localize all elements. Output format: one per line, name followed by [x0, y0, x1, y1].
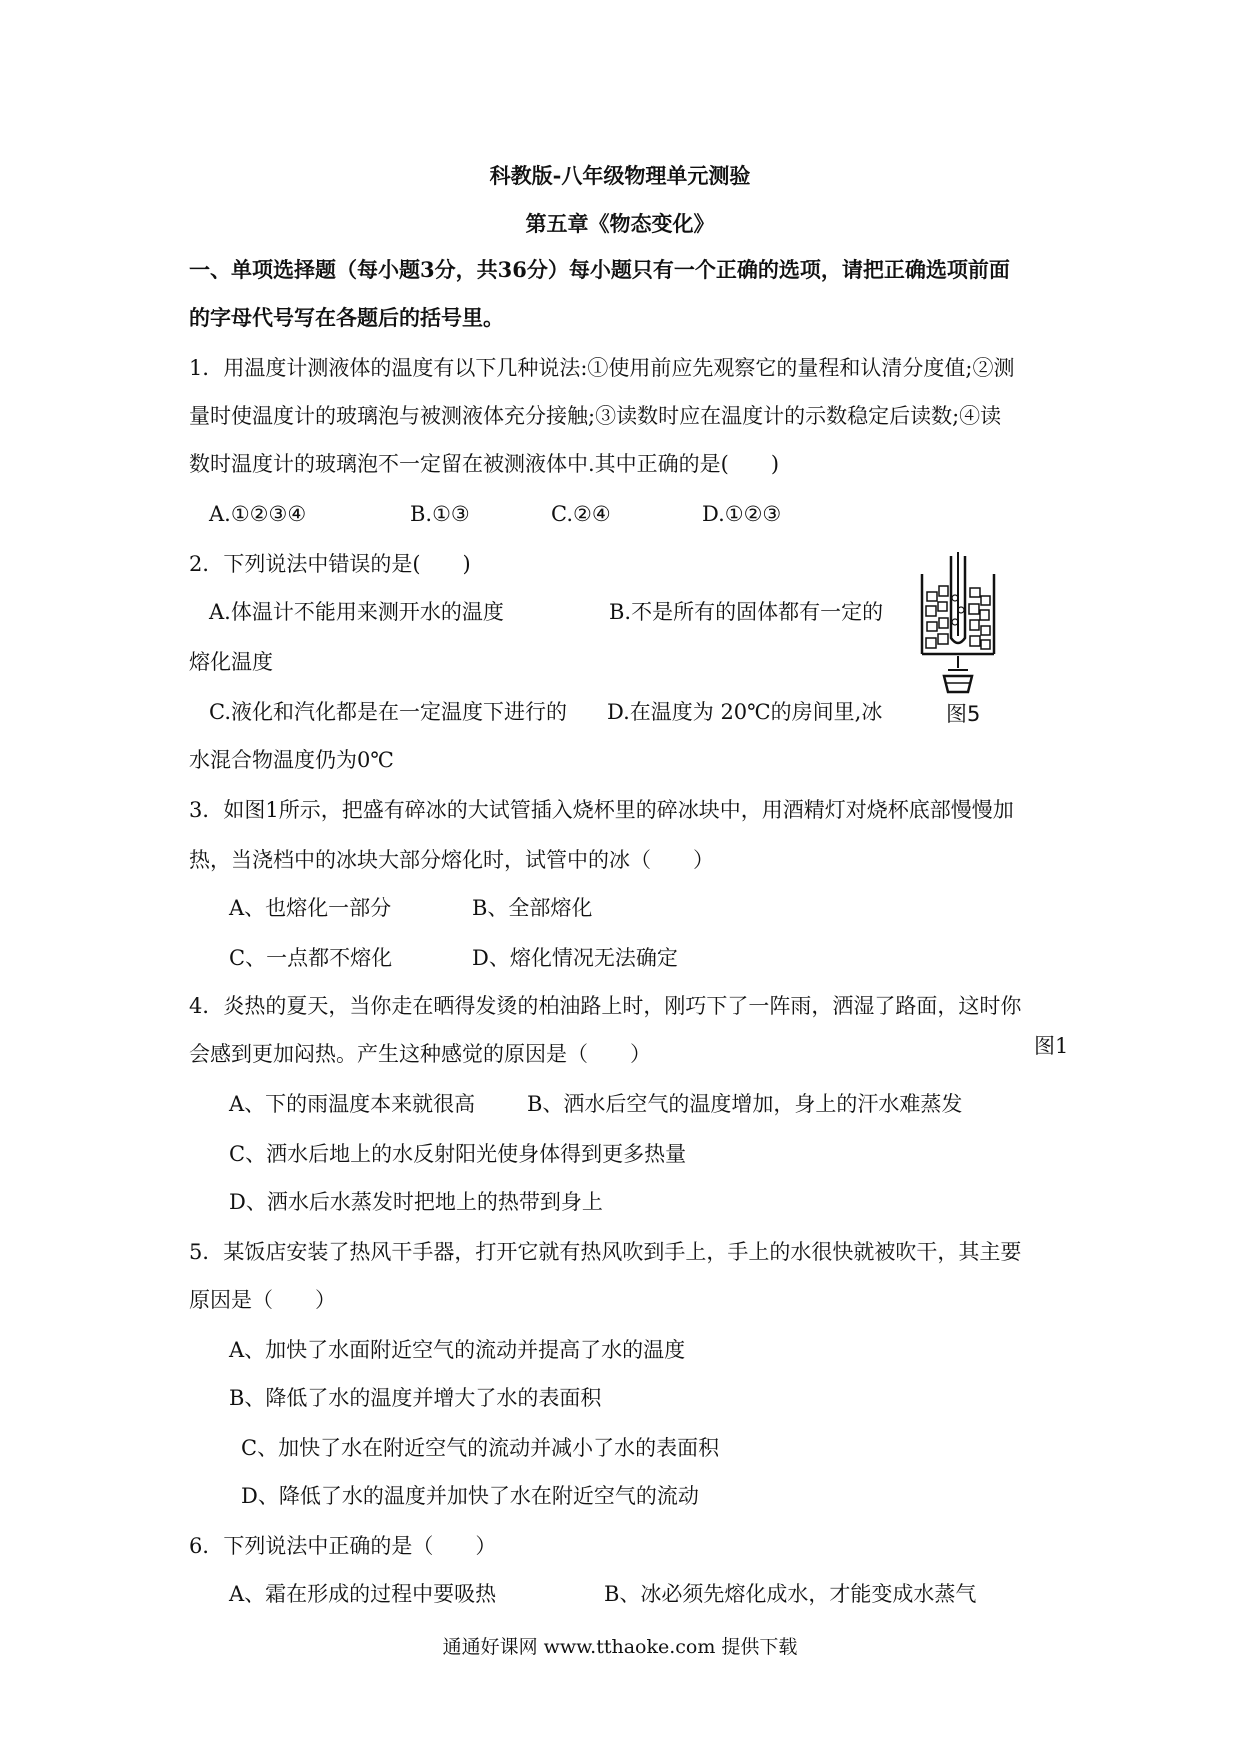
page-footer: 通通好课网 www.tthaoke.com 提供下载: [442, 1636, 798, 1658]
q2-option-d-continued: 水混合物温度仍为0℃: [189, 748, 394, 772]
q3-option-d: D、熔化情况无法确定: [472, 946, 678, 970]
q4-option-d: D、洒水后水蒸发时把地上的热带到身上: [229, 1190, 603, 1214]
q5-option-d: D、降低了水的温度并加快了水在附近空气的流动: [241, 1484, 699, 1508]
q4-line2: 会感到更加闷热。产生这种感觉的原因是（ ）: [189, 1042, 651, 1066]
q3-option-c: C、一点都不熔化: [229, 946, 393, 970]
q1-option-d: D.①②③: [702, 502, 782, 526]
q1-option-c: C.②④: [551, 502, 611, 526]
q1-line3: 数时温度计的玻璃泡不一定留在被测液体中.其中正确的是( ): [189, 452, 780, 476]
q3-option-a: A、也熔化一部分: [229, 896, 392, 920]
q5-option-c: C、加快了水在附近空气的流动并减小了水的表面积: [241, 1436, 720, 1460]
q1-line2: 量时使温度计的玻璃泡与被测液体充分接触;③读数时应在温度计的示数稳定后读数;④读: [189, 404, 1002, 428]
q5-option-b: B、降低了水的温度并增大了水的表面积: [229, 1386, 602, 1410]
q3-option-b: B、全部熔化: [472, 896, 593, 920]
beaker-test-tube-burner-icon: [918, 552, 998, 702]
q2-stem: 2．下列说法中错误的是( ): [189, 552, 471, 576]
q6-stem: 6．下列说法中正确的是（ ）: [189, 1534, 497, 1558]
chapter-subtitle: 第五章《物态变化》: [525, 211, 715, 236]
q2-option-a: A.体温计不能用来测开水的温度: [209, 600, 504, 624]
q1-option-a: A.①②③④: [209, 502, 307, 526]
figure5-label: 图5: [946, 702, 981, 726]
section-heading-line2: 的字母代号写在各题后的括号里。: [189, 305, 504, 330]
q6-option-b: B、冰必须先熔化成水，才能变成水蒸气: [604, 1582, 977, 1606]
q2-option-b-continued: 熔化温度: [189, 650, 273, 674]
q5-line2: 原因是（ ）: [189, 1288, 336, 1312]
q4-line1: 4．炎热的夏天，当你走在晒得发烫的柏油路上时，刚巧下了一阵雨，洒湿了路面，这时你: [189, 994, 1022, 1018]
q1-line1: 1．用温度计测液体的温度有以下几种说法:①使用前应先观察它的量程和认清分度值;②测: [189, 356, 1015, 380]
q2-option-d: D.在温度为 20℃的房间里,冰: [607, 700, 883, 724]
page-title: 科教版-八年级物理单元测验: [489, 163, 751, 188]
figure1-label: 图1: [1034, 1034, 1069, 1058]
q4-option-c: C、洒水后地上的水反射阳光使身体得到更多热量: [229, 1142, 687, 1166]
q6-option-a: A、霜在形成的过程中要吸热: [229, 1582, 497, 1606]
q4-option-b: B、洒水后空气的温度增加，身上的汗水难蒸发: [527, 1092, 963, 1116]
q3-line1: 3．如图1所示，把盛有碎冰的大试管插入烧杯里的碎冰块中，用酒精灯对烧杯底部慢慢加: [189, 798, 1014, 822]
q2-option-c: C.液化和汽化都是在一定温度下进行的: [209, 700, 567, 724]
q1-option-b: B.①③: [410, 502, 470, 526]
q5-option-a: A、加快了水面附近空气的流动并提高了水的温度: [229, 1338, 686, 1362]
q2-option-b: B.不是所有的固体都有一定的: [609, 600, 884, 624]
section-heading-line1: 一、单项选择题（每小题3分，共36分）每小题只有一个正确的选项，请把正确选项前面: [189, 257, 1010, 282]
q4-option-a: A、下的雨温度本来就很高: [229, 1092, 476, 1116]
q5-line1: 5．某饭店安装了热风干手器，打开它就有热风吹到手上，手上的水很快就被吹干，其主要: [189, 1240, 1022, 1264]
q3-line2: 热，当浇档中的冰块大部分熔化时，试管中的冰（ ）: [189, 848, 714, 872]
